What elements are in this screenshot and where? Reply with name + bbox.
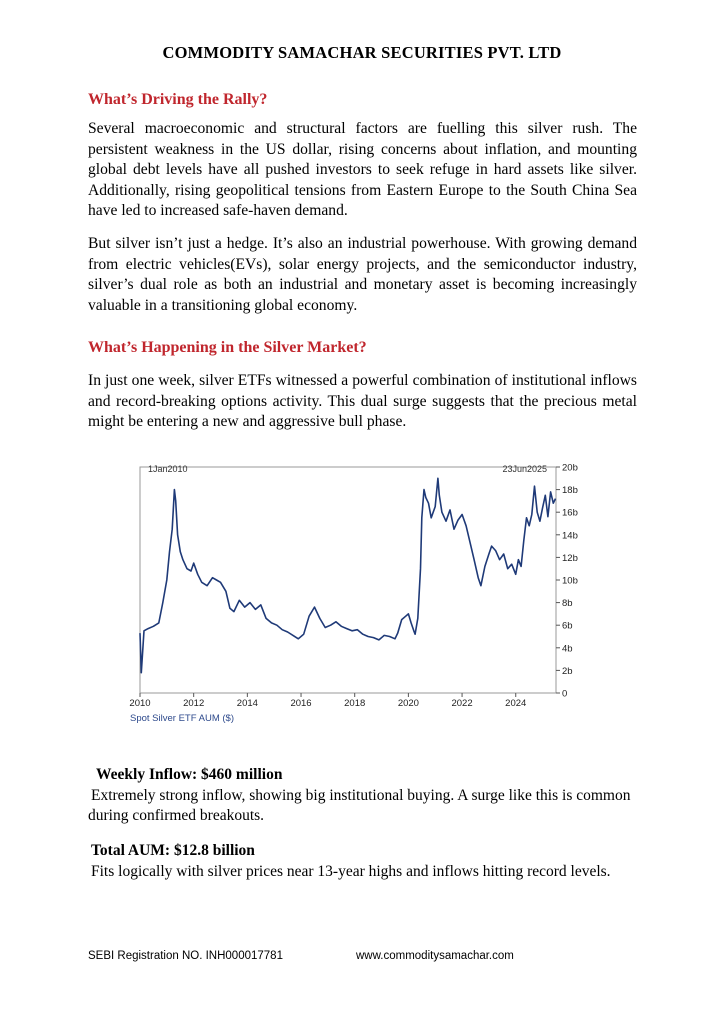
y-tick-label-0: 0 bbox=[562, 688, 568, 700]
y-tick-label-4: 8b bbox=[562, 598, 573, 610]
weekly-inflow-title: Weekly Inflow: $460 million bbox=[96, 766, 283, 783]
y-tick-label-9: 18b bbox=[562, 485, 578, 497]
y-tick-label-7: 14b bbox=[562, 530, 578, 542]
footer-registration: SEBI Registration NO. INH000017781 bbox=[88, 950, 283, 962]
y-tick-label-3: 6b bbox=[562, 620, 573, 632]
silver-etf-aum-chart bbox=[126, 458, 596, 728]
section-heading-driving-rally: What’s Driving the Rally? bbox=[88, 91, 268, 108]
chart-legend: Spot Silver ETF AUM ($) bbox=[130, 713, 234, 724]
chart-start-label: 1Jan2010 bbox=[148, 464, 188, 474]
x-tick-label-2012: 2012 bbox=[183, 698, 205, 709]
total-aum-title: Total AUM: $12.8 billion bbox=[91, 842, 255, 859]
y-tick-label-5: 10b bbox=[562, 575, 578, 587]
footer-website[interactable]: www.commoditysamachar.com bbox=[356, 950, 514, 962]
chart-svg bbox=[126, 458, 596, 728]
x-tick-label-2024: 2024 bbox=[505, 698, 527, 709]
y-tick-label-10: 20b bbox=[562, 462, 578, 474]
chart-frame bbox=[140, 467, 556, 693]
x-tick-label-2018: 2018 bbox=[344, 698, 366, 709]
weekly-inflow-text: Extremely strong inflow, showing big institutional buying. A surge like this is common during confirmed breakouts. bbox=[88, 787, 631, 824]
company-header: COMMODITY SAMACHAR SECURITIES PVT. LTD bbox=[162, 43, 562, 62]
chart-end-label: 23Jun2025 bbox=[502, 464, 547, 474]
x-tick-label-2014: 2014 bbox=[236, 698, 258, 709]
x-tick-label-2022: 2022 bbox=[451, 698, 473, 709]
paragraph-macro-factors: Several macroeconomic and structural factors are fuelling this silver rush. The persistent weakness in the US dollar, rising concerns about inflation, and mounting global debt levels have all pushed investors to seek refuge in hard assets like silver. Additionally, rising geopolitical tensions from Eastern Europe to the South China Sea have led to increased safe-haven demand. bbox=[88, 120, 637, 220]
x-tick-label-2016: 2016 bbox=[290, 698, 312, 709]
paragraph-industrial-powerhouse: But silver isn’t just a hedge. It’s also an industrial powerhouse. With growing demand from electric vehicles(EVs), solar energy projects, and the semiconductor industry, silver’s dual role as both an industrial and monetary asset is becoming increasingly valuable in a transitioning global economy. bbox=[88, 235, 637, 314]
section-heading-silver-market: What’s Happening in the Silver Market? bbox=[88, 339, 367, 356]
paragraph-etf-activity: In just one week, silver ETFs witnessed a powerful combination of institutional inflows and record-breaking options activity. This dual surge suggests that the precious metal might be entering a new and aggressive bull phase. bbox=[88, 372, 637, 431]
y-tick-label-6: 12b bbox=[562, 552, 578, 564]
total-aum-text: Fits logically with silver prices near 13-year highs and inflows hitting record levels. bbox=[91, 863, 611, 880]
y-tick-label-8: 16b bbox=[562, 507, 578, 519]
y-tick-label-2: 4b bbox=[562, 643, 573, 655]
x-tick-label-2010: 2010 bbox=[129, 698, 151, 709]
y-tick-label-1: 2b bbox=[562, 665, 573, 677]
x-tick-label-2020: 2020 bbox=[397, 698, 419, 709]
